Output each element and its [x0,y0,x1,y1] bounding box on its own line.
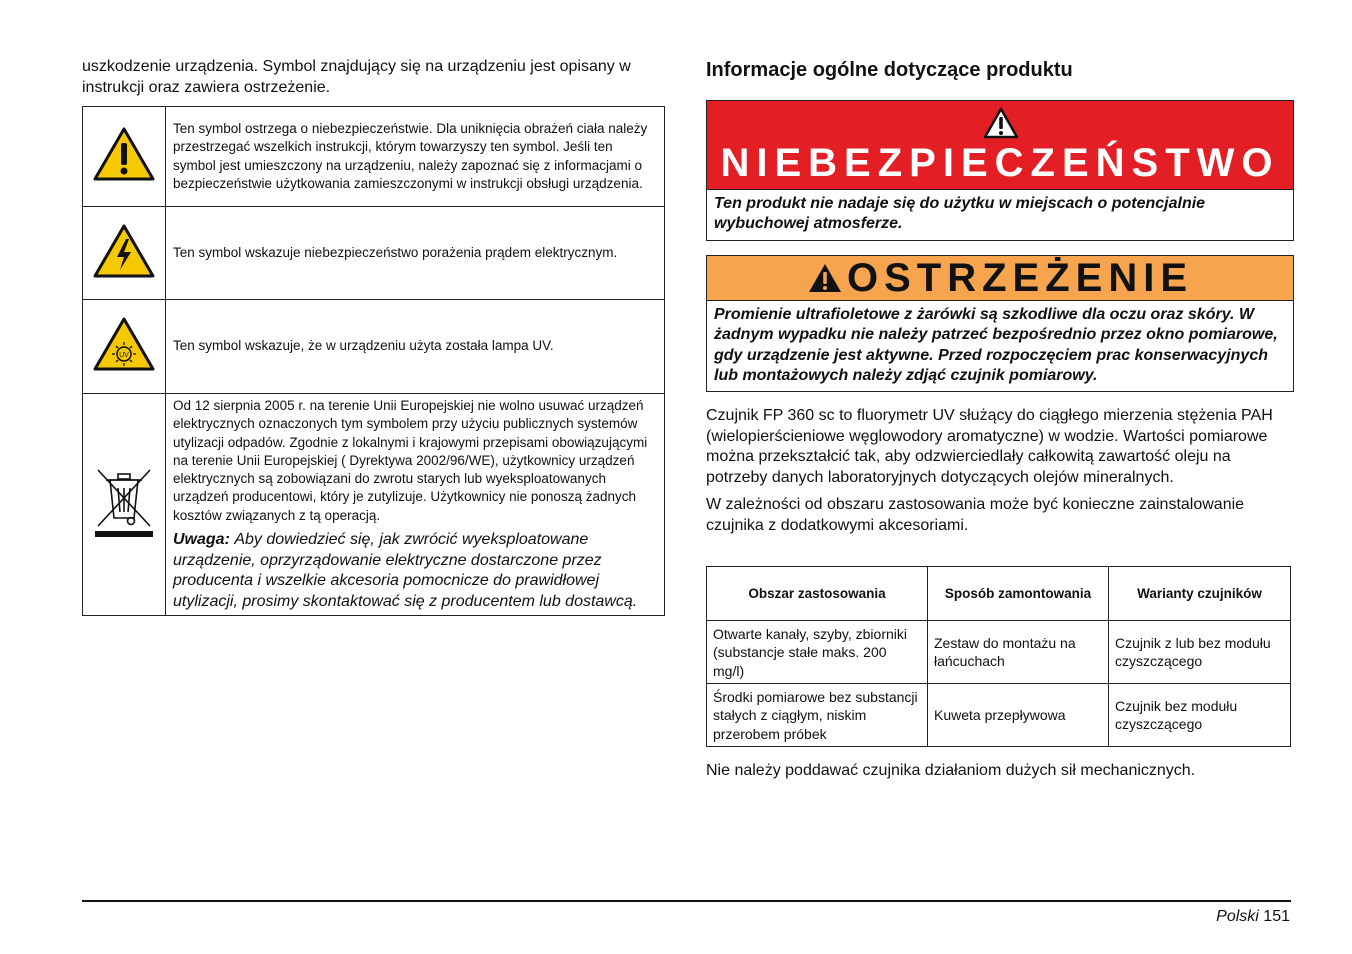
warning-title: OSTRZEŻENIE [846,255,1194,300]
weee-description [166,394,665,616]
table-cell: Otwarte kanały, szyby, zbiorniki (substancje stałe maks. 200 mg/l) [707,621,928,684]
danger-title: NIEBEZPIECZEŃSTWO [720,141,1280,185]
warning-box [706,255,1294,393]
electric-shock-icon [83,207,166,300]
symbol-description: Ten symbol wskazuje, że w urządzeniu użyta została lampa UV. [166,300,665,394]
column-header: Obszar zastosowania [707,567,928,621]
left-column [82,56,665,616]
section-heading: Informacje ogólne dotyczące produktu [706,59,1073,81]
table-cell: Środki pomiarowe bez substancji stałych z ciągłym, niskim przerobem próbek [707,684,928,747]
danger-text: Ten produkt nie nadaje się do użytku w miejscach o potencjalnie wybuchowej atmosferze. [707,189,1293,240]
danger-header [707,101,1293,189]
footer-language: Polski [1216,908,1259,925]
intro-text: uszkodzenie urządzenia. Symbol znajdujący się na urządzeniu jest opisany w instrukcji oraz zawiera ostrzeżenie. [82,58,631,96]
note-label: Uwaga: [173,531,230,549]
table-cell: Zestaw do montażu na łańcuchach [928,621,1109,684]
column-header: Warianty czujników [1109,567,1291,621]
note-text: Aby dowiedzieć się, jak zwrócić wyeksploatowane urządzenie, oprzyrządowanie elektryczne dostarczone przez producenta i wszelkie akcesoria pomocnicze do prawidłowej utylizacji, prosimy skontaktować się z producentem lub dostawcą. [173,531,638,610]
crossed-bin-icon [83,394,166,616]
table-cell: Czujnik z lub bez modułu czyszczącego [1109,621,1291,684]
warning-header [707,256,1293,301]
symbol-description: Ten symbol wskazuje niebezpieczeństwo porażenia prądem elektrycznym. [166,207,665,300]
svg-text:UV: UV [119,352,129,359]
table-row [83,207,665,300]
table-row [83,394,665,616]
footer-divider [82,900,1291,902]
application-table [706,566,1291,747]
page-footer [1216,908,1290,926]
table-row [83,107,665,207]
table-row [707,621,1291,684]
paragraph: W zależności od obszaru zastosowania może być konieczne zainstalowanie czujnika z dodatkowymi akcesoriami. [706,496,1245,534]
symbols-table [82,106,665,616]
page-number: 151 [1263,908,1290,925]
warning-triangle-icon [83,107,166,207]
danger-box [706,100,1294,241]
warning-triangle-icon [807,262,843,294]
note [173,530,657,612]
uv-lamp-icon [83,300,166,394]
table-row [707,684,1291,747]
right-column [706,56,1294,789]
column-header: Sposób zamontowania [928,567,1109,621]
paragraph: Nie należy poddawać czujnika działaniom dużych sił mechanicznych. [706,762,1196,780]
paragraph: Czujnik FP 360 sc to fluorymetr UV służący do ciągłego mierzenia stężenia PAH (wielopierścieniowe węglowodory aromatyczne) w wodzie. Wartości pomiarowe można przekształcić tak, aby odzwierciedlały całkowitą zawartość oleju na potrzeby danych laboratoryjnych dotyczących olejów mineralnych. [706,407,1273,486]
table-cell: Kuweta przepływowa [928,684,1109,747]
table-header-row [707,567,1291,621]
table-row [83,300,665,394]
symbol-description: Od 12 sierpnia 2005 r. na terenie Unii Europejskiej nie wolno usuwać urządzeń elektrycznych oznaczonych tym symbolem przy użyciu publicznych systemów utylizacji odpadów. Zgodnie z lokalnymi i krajowymi przepisami obowiązującymi na terenie Unii Europejskiej ( Dyrektywa 2002/96/WE), użytkownicy urządzeń elektrycznych są zobowiązani do zwrotu starych lub wyeksploatowanych urządzeń producentowi, który je zutylizuje. Użytkownicy nie ponoszą żadnych kosztów związanych z tą operacją. [173,398,648,523]
danger-triangle-icon [983,107,1019,139]
table-cell: Czujnik bez modułu czyszczącego [1109,684,1291,747]
warning-text: Promienie ultrafioletowe z żarówki są szkodliwe dla oczu oraz skóry. W żadnym wypadku nie należy patrzeć bezpośrednio przez okno pomiarowe, gdy urządzenie jest aktywne. Przed rozpoczęciem prac konserwacyjnych lub montażowych należy zdjąć czujnik pomiarowy. [714,305,1278,385]
symbol-description: Ten symbol ostrzega o niebezpieczeństwie. Dla uniknięcia obrażeń ciała należy przestrzegać wszelkich instrukcji, którym towarzyszy ten symbol. Jeśli ten symbol jest umieszczony na urządzeniu, należy zapoznać się z informacjami o bezpieczeństwie użytkowania zamieszczonymi w instrukcji obsługi urządzenia. [166,107,665,207]
